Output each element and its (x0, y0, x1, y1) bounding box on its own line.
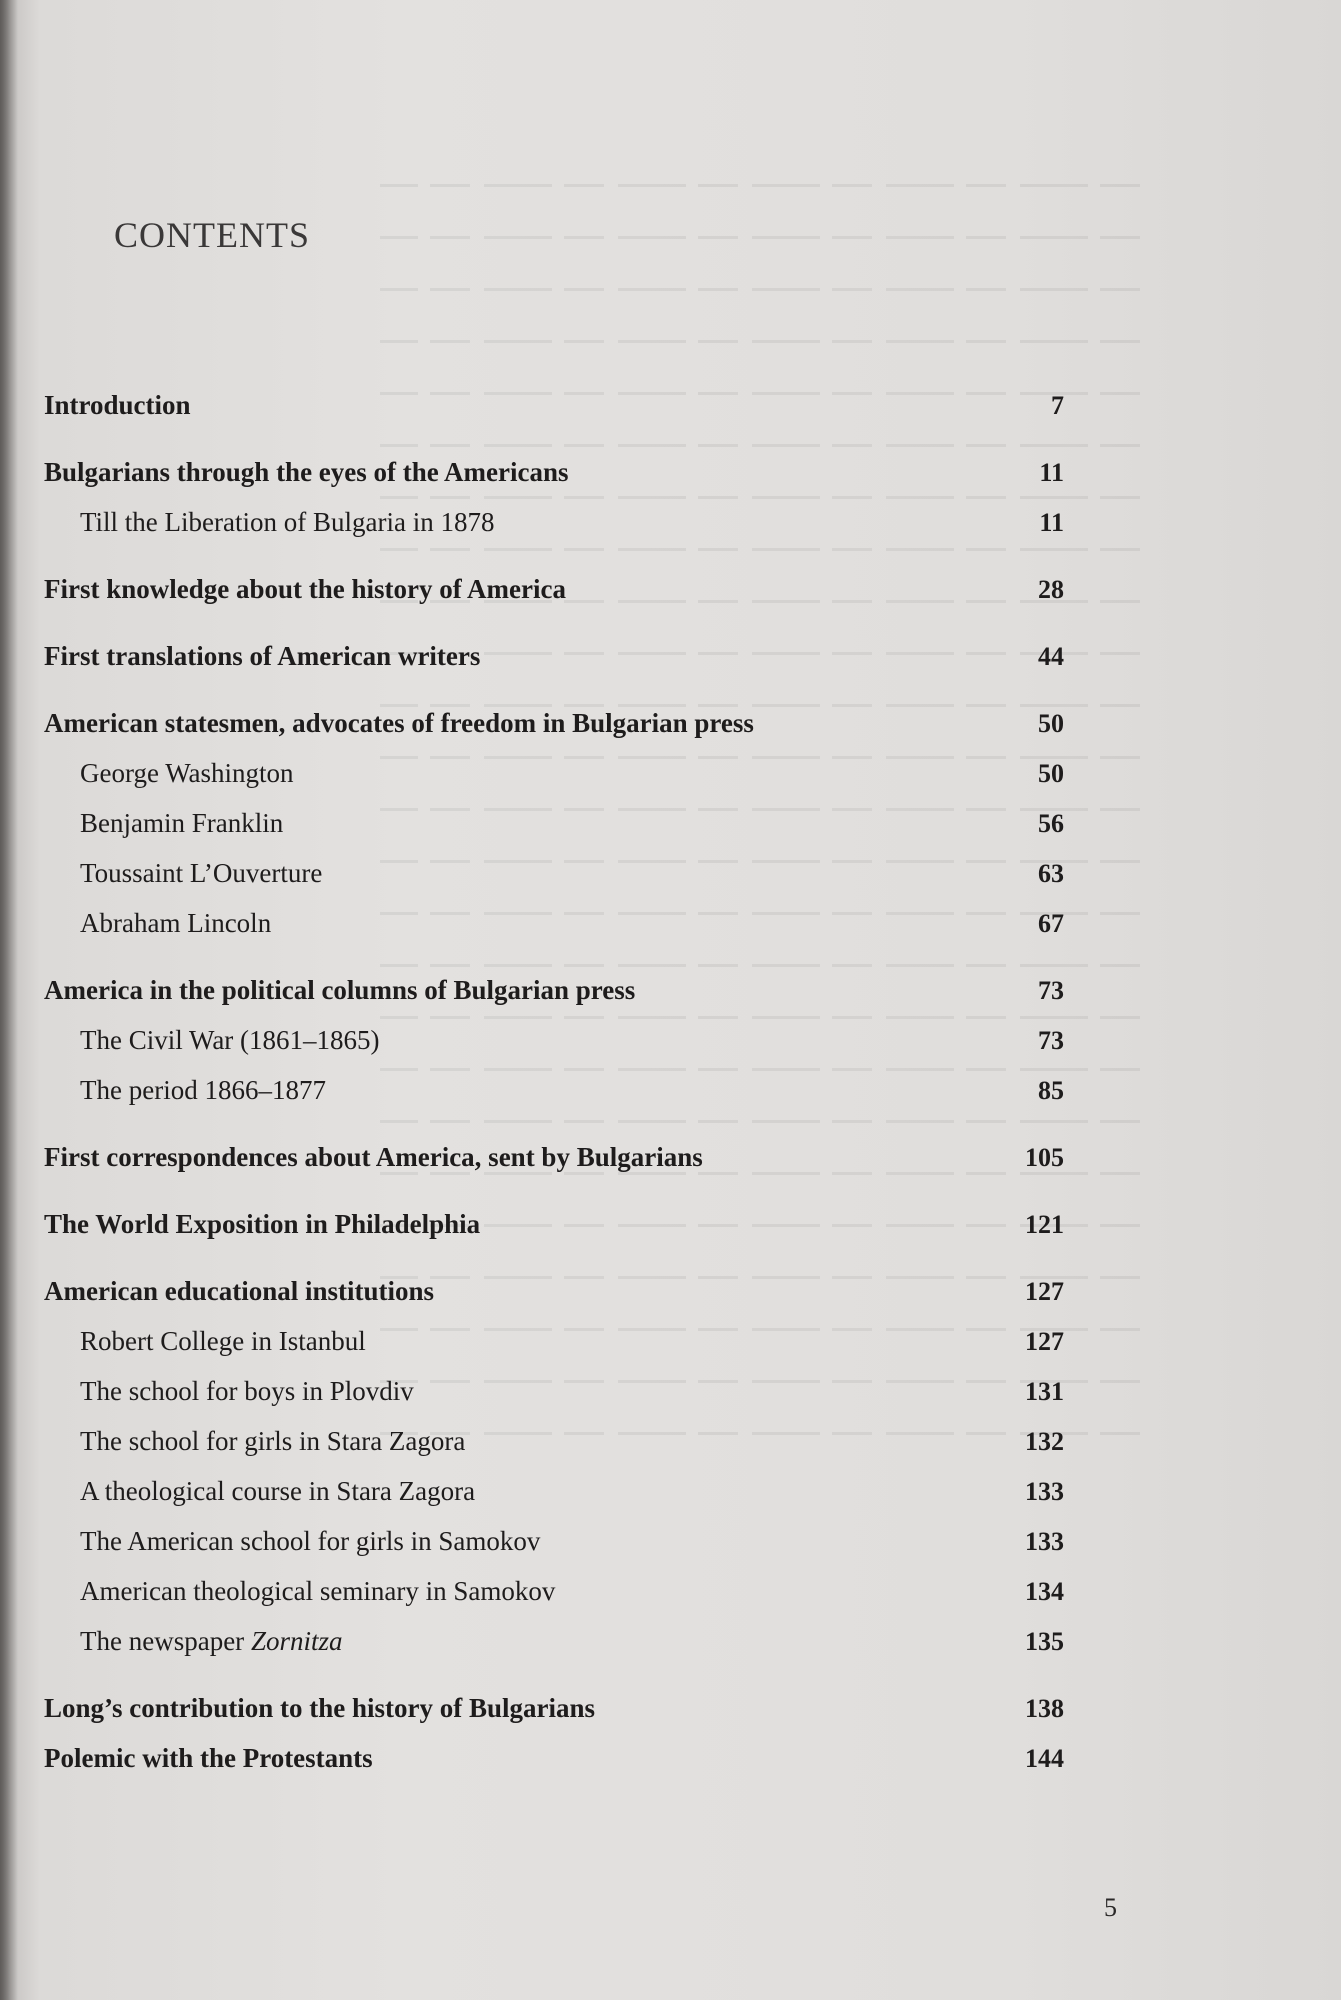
page-title: CONTENTS (114, 215, 310, 256)
toc-entry-page: 11 (1039, 508, 1064, 537)
toc-entry-title: First translations of American writers (44, 641, 481, 671)
toc-entry-title: First knowledge about the history of America (44, 574, 566, 604)
toc-entry-title: Till the Liberation of Bulgaria in 1878 (80, 507, 495, 537)
toc-entry-chapter[interactable] (44, 1266, 1064, 1316)
book-gutter-shadow (0, 0, 18, 2000)
toc-entry-page: 44 (1038, 642, 1064, 671)
toc-entry-title: Toussaint L’Ouverture (80, 858, 323, 888)
toc-entry-page: 11 (1039, 458, 1064, 487)
toc-entry-page: 127 (1025, 1327, 1064, 1356)
toc-entry-title: Bulgarians through the eyes of the Americans (44, 457, 569, 487)
toc-entry-page: 7 (1051, 391, 1064, 420)
toc-entry-page: 73 (1038, 1026, 1064, 1055)
newspaper-name: Zornitza (250, 1626, 343, 1656)
toc-entry-page: 133 (1025, 1527, 1064, 1556)
toc-entry-page: 132 (1025, 1427, 1064, 1456)
toc-entry-title: Introduction (44, 390, 191, 420)
toc-entry-section[interactable] (44, 1065, 1064, 1115)
toc-entry-page: 28 (1038, 575, 1064, 604)
toc-entry-title: The school for girls in Stara Zagora (80, 1426, 466, 1456)
toc-entry-section[interactable] (44, 1516, 1064, 1566)
toc-entry-page: 121 (1025, 1210, 1064, 1239)
toc-entry-section[interactable] (44, 1566, 1064, 1616)
toc-entry-title: Abraham Lincoln (80, 908, 272, 938)
toc-entry-section[interactable] (44, 1015, 1064, 1065)
toc-entry-chapter[interactable] (44, 631, 1064, 681)
toc-entry-chapter[interactable] (44, 1683, 1064, 1733)
toc-entry-chapter[interactable] (44, 564, 1064, 614)
toc-entry-section[interactable] (44, 1416, 1064, 1466)
page-number: 5 (1104, 1893, 1117, 1922)
toc-entry-section[interactable] (44, 1616, 1064, 1666)
toc-entry-page: 85 (1038, 1076, 1064, 1105)
toc-entry-page: 127 (1025, 1277, 1064, 1306)
toc-entry-title: The school for boys in Plovdiv (80, 1376, 414, 1406)
toc-entry-page: 50 (1038, 709, 1064, 738)
toc-entry-title: American statesmen, advocates of freedom in Bulgarian press (44, 708, 754, 738)
toc-entry-title: First correspondences about America, sent by Bulgarians (44, 1142, 703, 1172)
toc-entry-page: 138 (1025, 1694, 1064, 1723)
toc-entry-page: 131 (1025, 1377, 1064, 1406)
toc-entry-title (80, 1616, 342, 1666)
toc-entry-section[interactable] (44, 497, 1064, 547)
toc-entry-title: George Washington (80, 758, 294, 788)
toc-entry-page: 134 (1025, 1577, 1064, 1606)
toc-entry-page: 73 (1038, 976, 1064, 1005)
toc-entry-title: The American school for girls in Samokov (80, 1526, 541, 1556)
toc-entry-title: Long’s contribution to the history of Bulgarians (44, 1693, 596, 1723)
toc-entry-section[interactable] (44, 748, 1064, 798)
toc-entry-section[interactable] (44, 798, 1064, 848)
toc-entry-introduction[interactable] (44, 380, 1064, 430)
toc-entry-section[interactable] (44, 1366, 1064, 1416)
toc-entry-page: 133 (1025, 1477, 1064, 1506)
toc-entry-chapter[interactable] (44, 1132, 1064, 1182)
toc-entry-page: 135 (1025, 1627, 1064, 1656)
toc-entry-page: 50 (1038, 759, 1064, 788)
toc-entry-title-prefix: The newspaper (80, 1626, 251, 1656)
toc-entry-page: 105 (1025, 1143, 1064, 1172)
toc-entry-title: The World Exposition in Philadelphia (44, 1209, 481, 1239)
toc-entry-section[interactable] (44, 1466, 1064, 1516)
toc-entry-page: 144 (1025, 1744, 1064, 1773)
toc-entry-page: 67 (1038, 909, 1064, 938)
toc-entry-title: A theological course in Stara Zagora (80, 1476, 476, 1506)
toc-entry-title: Polemic with the Protestants (44, 1743, 373, 1773)
toc-entry-title: Benjamin Franklin (80, 808, 284, 838)
toc-entry-title: The period 1866–1877 (80, 1075, 326, 1105)
toc-entry-title: The Civil War (1861–1865) (80, 1025, 380, 1055)
toc-entry-title: Robert College in Istanbul (80, 1326, 366, 1356)
toc-entry-chapter[interactable] (44, 447, 1064, 497)
toc-entry-title: American theological seminary in Samokov (80, 1576, 556, 1606)
toc-entry-section[interactable] (44, 848, 1064, 898)
toc-entry-chapter[interactable] (44, 965, 1064, 1015)
toc-entry-section[interactable] (44, 898, 1064, 948)
table-of-contents (44, 380, 1064, 1783)
toc-entry-page: 56 (1038, 809, 1064, 838)
toc-entry-chapter[interactable] (44, 698, 1064, 748)
toc-entry-chapter[interactable] (44, 1733, 1064, 1783)
toc-entry-title: America in the political columns of Bulgarian press (44, 975, 636, 1005)
toc-entry-section[interactable] (44, 1316, 1064, 1366)
toc-entry-page: 63 (1038, 859, 1064, 888)
toc-entry-title: American educational institutions (44, 1276, 435, 1306)
toc-entry-chapter[interactable] (44, 1199, 1064, 1249)
